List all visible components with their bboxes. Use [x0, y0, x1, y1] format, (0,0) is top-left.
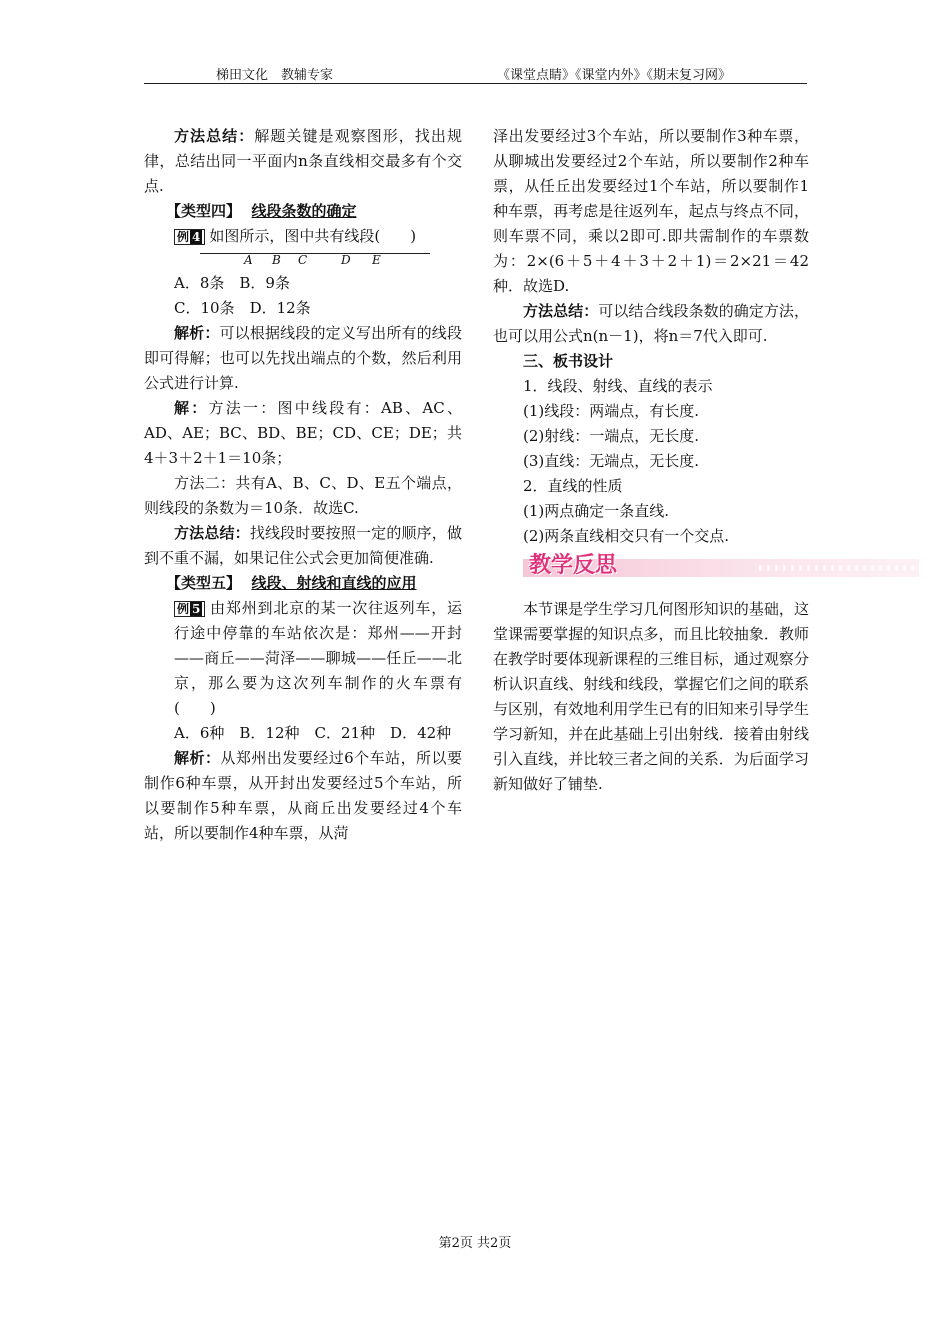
teaching-reflection-text: 本节课是学生学习几何图形知识的基础，这堂课需要掌握的知识点多，而且比较抽象．教师在教学时要体现新课程的三维目标，通过观察分析认识直线、射线和线段，掌握它们之间的联系与区别，有效地利用学生已有的旧知来引导学生学习新知，并在此基础上引出射线．接着由射线引入直线，并比较三者之间的关系．为后面学习新知做好了铺垫. — [493, 600, 809, 793]
analysis-4: 解析：可以根据线段的定义写出所有的线段即可得解；也可以先找出端点的个数，然后利用公式进行计算. — [144, 324, 462, 392]
method-summary-2: 方法总结：找线段时要按照一定的顺序，做到不重不漏，如果记住公式会更加简便准确. — [144, 524, 462, 567]
board-item: (1)两点确定一条直线. — [523, 502, 670, 520]
header-series: 《课堂点睛》《课堂内外》《期末复习网》 — [496, 68, 731, 83]
example-4: 例 4 如图所示，图中共有线段( ) — [144, 224, 462, 249]
example-4-options-1: A．8条 B．9条 — [174, 274, 290, 292]
right-column — [493, 124, 809, 797]
point-label-d: D — [341, 253, 351, 267]
board-item: (3)直线：无端点，无长度. — [523, 452, 700, 470]
example-5: 例 5 由郑州到北京的某一次往返列车，运行途中停靠的车站依次是：郑州——开封——商丘——菏泽——聊城——任丘——北京，那么要为这次列车制作的火车票有( ) — [174, 599, 462, 717]
solution-method-1: 解：方法一：图中线段有：AB、AC、AD、AE；BC、BD、BE；CD、CE；DE；共4＋3＋2＋1＝10条； — [144, 399, 462, 467]
teaching-reflection-banner — [493, 551, 809, 587]
example-4-options-2: C．10条 D．12条 — [174, 299, 311, 317]
page-header — [144, 64, 807, 84]
analysis-5: 解析：从郑州出发要经过6个车站，所以要制作6种车票，从开封出发要经过5个车站，所以要制作5种车票，从商丘出发要经过4个车站，所以要制作4种车票，从菏 — [144, 749, 462, 842]
type4-heading: 【类型四】 线段条数的确定 — [166, 202, 357, 220]
board-item: 1．线段、射线、直线的表示 — [523, 377, 713, 395]
header-rule — [144, 83, 807, 84]
board-design-title: 三、板书设计 — [523, 352, 614, 370]
point-label-e: E — [372, 253, 381, 267]
solution-method-2: 方法二：共有A、B、C、D、E五个端点，则线段的条数为＝10条．故选C. — [144, 474, 462, 517]
left-column — [144, 124, 462, 846]
header-brand: 梯田文化 教辅专家 — [216, 68, 334, 83]
example-badge: 例 5 — [174, 601, 205, 617]
example-badge: 例 4 — [174, 229, 205, 245]
point-label-c: C — [298, 253, 308, 267]
analysis-5-continued: 泽出发要经过3个车站，所以要制作3种车票，从聊城出发要经过2个车站，所以要制作2种车票，从任丘出发要经过1个车站，所以要制作1种车票，再考虑是往返列车，起点与终点不同，则车票不同，乘以2即可.即共需制作的车票数为：2×(6＋5＋4＋3＋2＋1)＝2×21＝42种．故选D. — [493, 127, 809, 295]
segment-line — [200, 253, 430, 254]
point-label-a: A — [244, 253, 253, 267]
example-5-options: A．6种 B．12种 C．21种 D．42种 — [174, 724, 452, 742]
board-item: (1)线段：两端点，有长度. — [523, 402, 700, 420]
method-summary-3: 方法总结：可以结合线段条数的确定方法，也可以用公式n(n－1)，将n＝7代入即可. — [493, 302, 809, 345]
board-item: (2)两条直线相交只有一个交点. — [523, 527, 730, 545]
type5-heading: 【类型五】 线段、射线和直线的应用 — [166, 574, 417, 592]
segment-figure — [200, 249, 440, 271]
point-label-b: B — [272, 253, 281, 267]
teaching-reflection-title: 教学反思 — [529, 553, 618, 578]
board-item: 2．直线的性质 — [523, 477, 623, 495]
board-item: (2)射线：一端点，无长度. — [523, 427, 700, 445]
page-footer: 第2页 共2页 — [438, 1236, 512, 1251]
method-summary-1: 方法总结：解题关键是观察图形，找出规律，总结出同一平面内n条直线相交最多有个交点. — [144, 127, 462, 195]
